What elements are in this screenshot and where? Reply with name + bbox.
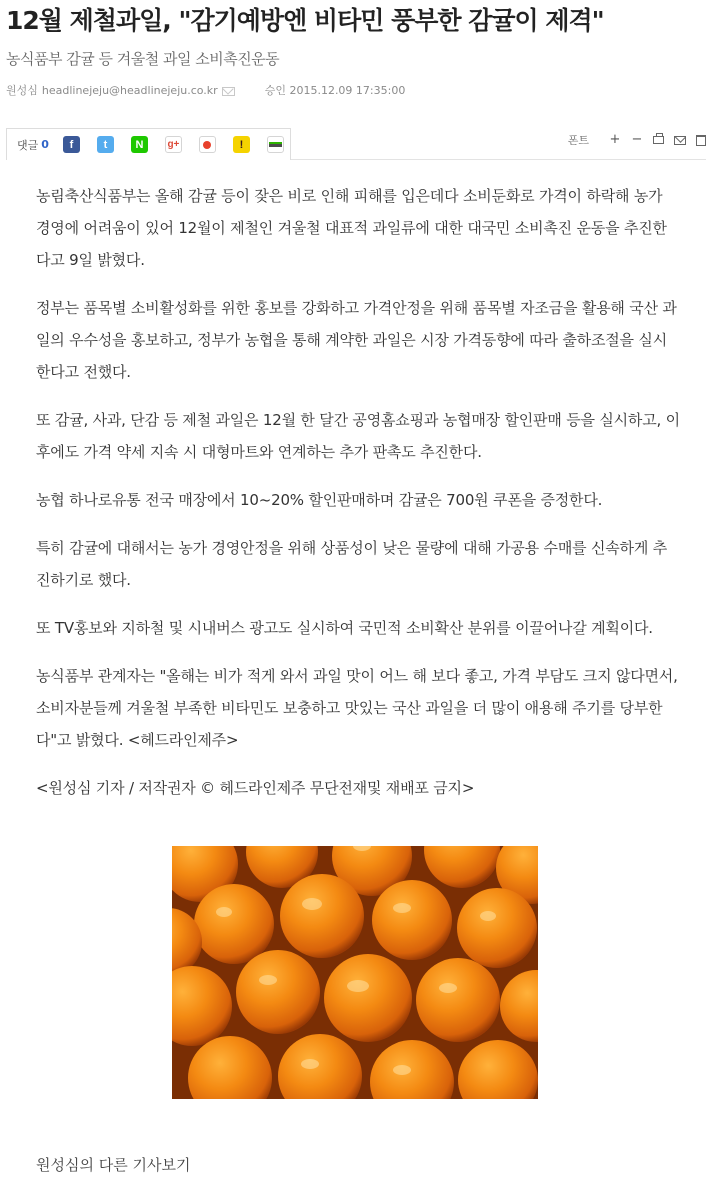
font-decrease-icon[interactable]: −	[631, 132, 643, 147]
google-plus-icon[interactable]	[165, 136, 182, 153]
article-paragraph: 특히 감귤에 대해서는 농가 경영안정을 위해 상품성이 낮은 물량에 대해 가공용 수매를 신속하게 추진하기로 했다.	[36, 539, 667, 589]
google-plus-glyph: g+	[167, 139, 180, 150]
mail-icon[interactable]	[674, 136, 686, 145]
article-paragraph: 정부는 품목별 소비활성화를 위한 홍보를 강화하고 가격안정을 위해 품목별 자조금을 활용해 국산 과일의 우수성을 홍보하고, 정부가 농협을 통해 계약한 과일은 시장 가격동향에 따라 출하조절을 실시한다고 전했다.	[36, 299, 677, 381]
twitter-icon[interactable]	[97, 136, 114, 153]
more-articles-link[interactable]: 원성심의 다른 기사보기	[36, 1156, 191, 1174]
font-label: 폰트	[567, 134, 589, 147]
naver-glyph: N	[135, 138, 144, 151]
article-title: 12월 제철과일, "감기예방엔 비타민 풍부한 감귤이 제격"	[6, 6, 604, 35]
font-increase-icon[interactable]: +	[609, 132, 621, 147]
scrap-icon[interactable]	[696, 135, 706, 146]
article-paragraph: 농림축산식품부는 올해 감귤 등이 잦은 비로 인해 피해를 입은데다 소비둔화로 가격이 하락해 농가 경영에 어려움이 있어 12월이 제철인 겨울철 대표적 과일류에 대한 대국민 소비촉진 운동을 추진한다고 9일 밝혔다.	[36, 187, 667, 269]
kakaostory-glyph: !	[239, 138, 244, 151]
article-paragraph: 또 감귤, 사과, 단감 등 제철 과일은 12월 한 달간 공영홈쇼핑과 농협매장 할인판매 등을 실시하고, 이후에도 가격 약세 지속 시 대형마트와 연계하는 추가 판촉도 추진한다.	[36, 411, 680, 461]
comment-count[interactable]: 0	[41, 138, 49, 151]
copyright-notice: <원성심 기자 / 저작권자 © 헤드라인제주 무단전재및 재배포 금지>	[36, 779, 475, 797]
print-icon[interactable]	[653, 136, 664, 144]
article-paragraph: 또 TV홍보와 지하철 및 시내버스 광고도 실시하여 국민적 소비확산 분위를 이끌어나갈 계획이다.	[36, 619, 653, 637]
email-icon[interactable]	[222, 87, 235, 96]
article-body	[36, 180, 680, 804]
article-subtitle: 농식품부 감귤 등 겨울철 과일 소비촉진운동	[6, 50, 280, 68]
article-tools	[568, 128, 706, 152]
band-icon[interactable]	[267, 136, 284, 153]
byline	[6, 82, 405, 100]
recommend-icon[interactable]	[199, 136, 216, 153]
article-paragraph: 농식품부 관계자는 "올해는 비가 적게 와서 과일 맛이 어느 해 보다 좋고, 가격 부담도 크지 않다면서, 소비자분들께 겨울철 부족한 비타민도 보충하고 맛있는 국산 과일을 더 많이 애용해 주기를 당부한다"고 밝혔다. <헤드라인제주>	[36, 667, 678, 749]
facebook-icon[interactable]	[63, 136, 80, 153]
naver-icon[interactable]	[131, 136, 148, 153]
approved-date: 승인 2015.12.09 17:35:00	[264, 84, 406, 97]
tangerine-photo	[172, 846, 538, 1099]
twitter-glyph: t	[103, 138, 108, 151]
share-bar	[6, 128, 291, 160]
tangerine-illustration	[172, 846, 538, 1099]
comment-label[interactable]: 댓글	[17, 138, 39, 152]
article-paragraph: 농협 하나로유통 전국 매장에서 10~20% 할인판매하며 감귤은 700원 쿠폰을 증정한다.	[36, 491, 603, 509]
reporter-email[interactable]: headlinejeju@headlinejeju.co.kr	[41, 84, 218, 97]
kakaostory-icon[interactable]	[233, 136, 250, 153]
facebook-glyph: f	[69, 138, 74, 151]
article-toolbar	[6, 128, 706, 160]
reporter-name[interactable]: 원성심	[6, 84, 38, 97]
